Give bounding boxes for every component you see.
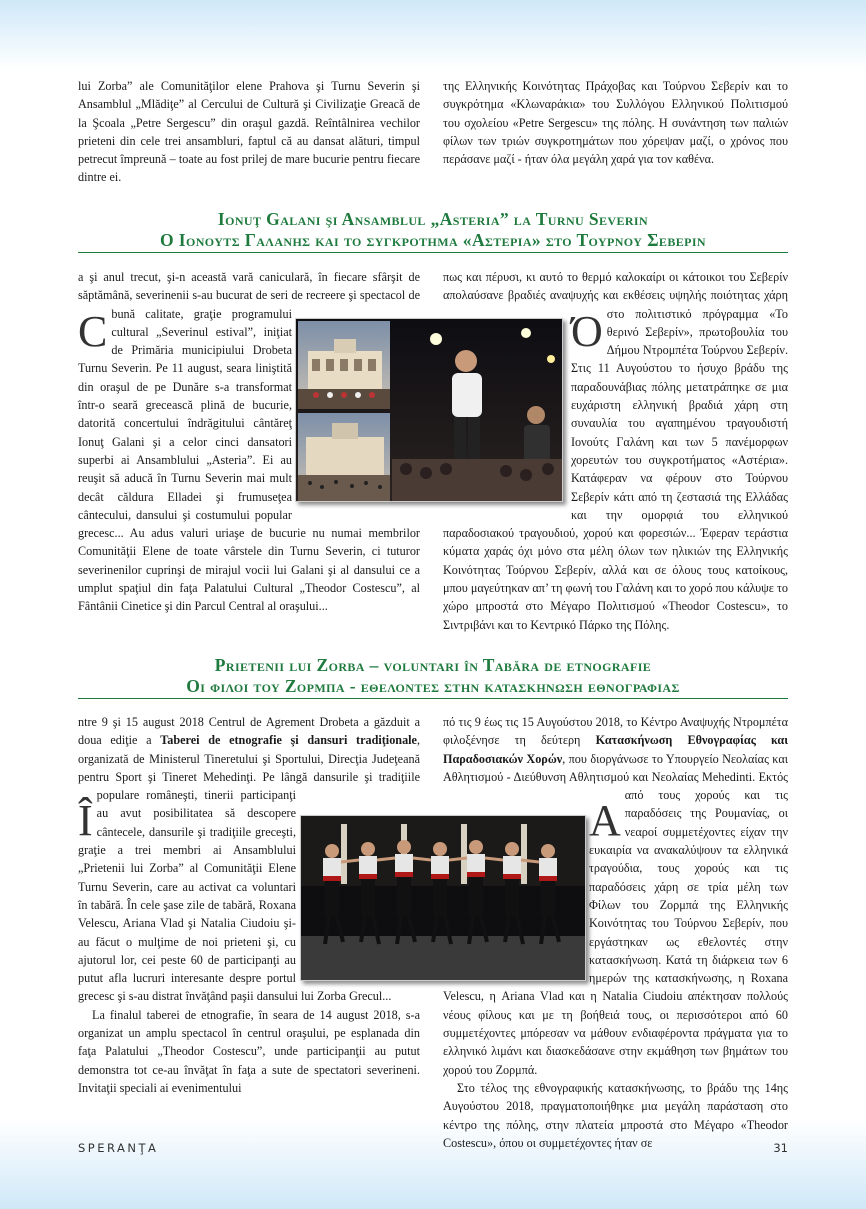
top-ro-column [78,77,420,187]
article2-gr-dropcap: Α [589,796,621,845]
article2-ro-dropcap: Î [78,796,93,845]
article1-title [78,209,788,253]
article1-ro-text: a şi anul trecut, şi-n această vară caniculară, în fiecare sfârşit de săptămână, severinenii s-au bucurat de seri de recreere şi spectacol de bună calitate, graţie programului cultural „Severinul estival”, iniţiat de Primăria municipiului Drobeta Turnu Severin. Pe 11 august, seara liniştită din oraşul de pe Dunăre s-a transformat într-o seară grecească plină de bucurie, datorită concertului îndrăgitului cântăreţ Ionuţ Galani şi a celor cinci dansatori superbi ai Ansamblului „Asteria”. Ei au reuşit să aducă în Turnu Severin mai mult decât căldura Elladei şi frumuseţea cântecului, dansului şi costumului popular grecesc... Au adus valuri uriaşe de bucurie nu numai membrilor Comunităţii Elene de toate vârstele din Turnu Severin, ci tuturor severinenilor cuprinşi de mirajul vocii lui Galani şi al dansului ce a umplut spaţiul din faţa Palatului Cultural „Theodor Costescu”, al Fântânii Cinetice şi din Parcul Central al oraşului... [78,270,420,614]
top-gr-text: της Ελληνικής Κοινότητας Πράχοβας και Τούρνου Σεβερίν και το συγκρότημα «Κλωναράκια» του Συλλόγου Ελληνικού Πολιτισμού του σχολείου «Petre Sergescu» της πόλης. Η συνάντηση των παλιών φίλων των τριών συγκροτημάτων που χόρεψαν μαζί, ο χρόνος που περάσανε μαζί - ήταν όλα μεγάλη χαρά για τον καθένα. [443,79,788,167]
article2-ro-p1: ntre 9 şi 15 august 2018 Centrul de Agrement Drobeta a găzduit a doua ediţie a Taberei de etnografie şi dansuri tradiţionale, organizată de Ministerul Tineretului şi Sportului, Direcţia Judeţeană pentru Sport şi Tineret Mehedinţi. Pe lângă dansurile şi tradiţiile populare româneşti, tinerii participanţi au avut posibilitatea să descopere cântecele, dansurile şi tradiţiile greceşti, graţie a trei membri ai Ansamblului „Prietenii lui Zorba” al Comunităţii Elene Turnu Severin, care au activat ca voluntari în tabără. În cele şase zile de tabără, Roxana Velescu, Ariana Vlad şi Natalia Ciudoiu şi-au făcut o mulţime de noi prieteni şi, cu ajutorul lor, cei peste 60 de participanţi au putut afla lucruri interesante despre portul grecesc şi s-au distrat învăţând paşii dansului lui Zorba Grecul... [78,715,420,1004]
article2-ro-p2: La finalul taberei de etnografie, în seara de 14 august 2018, s-a organizat un amplu spectacol în centrul oraşului, pe esplanada din faţa Palatului „Theodor Costescu”, unde participanţii au putut demonstra tot ce-au învăţat în faţa a sute de spectatori severineni. Invitaţii speciali ai evenimentului [78,1007,420,1095]
article2-title [78,655,788,699]
magazine-name: SPERANŢA [78,1141,159,1155]
article2-ro-column [78,713,420,1097]
article2-title-ro: Prietenii lui Zorba – voluntari în Tabăra de etnografie [214,655,652,675]
article1-gr-column [443,268,788,634]
article2-gr-p2: Στο τέλος της εθνογραφικής κατασκήνωσης, το βράδυ της 14ης Αυγούστου 2018, πραγματοποιήθηκε μια μεγάλη παράσταση στο κέντρο της πόλης, στην πλατεία μπροστά στο Μέγαρο «Theodor Costescu», όπου οι συμμετέχοντες ήταν σε [443,1080,788,1150]
article2-title-gr: Οι φιλοι του Ζορμπα - εθελοντες στην κατασκηνωση εθνογραφιας [78,676,788,699]
article2-gr-p1: πό τις 9 έως τις 15 Αυγούστου 2018, το Κέντρο Αναψυχής Ντρομπέτα φιλοξένησε τη δεύτερη Κατασκήνωση Εθνογραφίας και Παραδοσιακών Χορών, που διοργάνωσε το Υπουργείο Νεολαίας και Αθλητισμού - Διεύθυνση Αθλητισμού και Νεολαίας Mehedinti. Εκτός από τους χορούς και τις παραδόσεις της Ρουμανίας, οι νεαροί συμμετέχοντες είχαν την ευκαιρία να ανακαλύψουν τα ελληνικά τραγούδια, τους χορούς και τις παραδόσεις χάρη σε τρία μέλη των Φίλων του Ζορμπά της Ελληνικής Κοινότητας του Τούρνου Σεβερίν, που εργάστηκαν ως εθελοντές στην κατασκήνωση. Κατά τη διάρκεια των 6 ημερών της κατασκήνωσης, η Roxana Velescu, η Ariana Vlad και η Natalia Ciudoiu απέκτησαν πολλούς νέους φίλους και με τη βοήθειά τους, οι περισσότεροι από 60 συμμετέχοντες μπόρεσαν να μάθουν ενδιαφέροντα πράγματα για το ελληνικό λιμάνι και διασκεδάσανε στην εκμάθηση των βημάτων του χορού του Ζορμπά. [443,715,788,1077]
article1-gr-text: πως και πέρυσι, κι αυτό το θερμό καλοκαίρι οι κάτοικοι του Σεβερίν απολαύσανε βραδιές αναψυχής και εκθέσεις υψηλής ποιότητας χάρη στο πολιτιστικό πρόγραμμα «Το θερινό Σεβερίν», πρωτοβουλία του Δήμου Ντρομπέτα Τούρνου Σεβερίν. Στις 11 Αυγούστου το ήσυχο βράδυ της παραδουνάβιας πόλης μετατράπηκε σε μια ευχάριστη ελληνική βραδιά χάρη στη συναυλία του αγαπημένου τραγουδιστή Ιονούτς Γαλάνη και των 5 πανέμορφων χορευτών του συγκροτήματος «Αστέρια». Κατάφεραν να φέρουν στο Τούρνου Σεβερίν κάτι από τη ζεστασιά της Ελλάδας και την ομορφιά του ελληνικού παραδοσιακού τραγουδιού, χορού και φορεσιών... Έφεραν τεράστια κύματα χαράς όχι μόνο στα μέλη όλων των ηλικιών της Ελληνικής Κοινότητας Τούρνου Σεβερίν, αλλά και σε όλους τους κατοίκους, μπου μαγεύτηκαν απ’ τη φωνή του Γαλάνη και το χορό που κάλυψε το χώρο μπροστά στο Μέγαρο Πολιτισμού «Theodor Costescu», το Σιντριβάνι και το Κεντρικό Πάρκο της Πόλης. [443,270,788,632]
article1-gr-dropcap: Ό [571,307,603,356]
article2-gr-column [443,713,788,1152]
page-number: 31 [773,1141,788,1155]
header-gradient [0,0,866,70]
article1-title-gr: Ο Ιονουτς Γαλανης και το συγκροτημα «Αστερια» στο Τουρνου Σεβεριν [78,230,788,253]
article2-ro-camp-name: Taberei de etnografie şi dansuri tradiţionale [160,733,417,748]
article1-ro-dropcap: C [78,307,108,356]
top-gr-column [443,77,788,168]
article1-ro-column [78,268,420,616]
article1-title-ro: Ionuţ Galani şi Ansamblul „Asteria” la Turnu Severin [217,209,649,229]
article2-gr-camp-name: Κατασκήνωση Εθνογραφίας και Παραδοσιακών Χορών [443,733,788,766]
top-ro-text: lui Zorba” ale Comunităţilor elene Prahova şi Turnu Severin şi Ansamblul „Mlădiţe” al Cercului de Cultură şi Civilizaţie Greacă de la Şcoala „Petre Sergescu” din oraşul gazdă. Reîntâlnirea vechilor prieteni din cele trei ansambluri, faptul că au dansat alături, timpul petrecut împreună – toate au fost prilej de mare bucurie pentru fiecare dintre ei. [78,79,420,185]
